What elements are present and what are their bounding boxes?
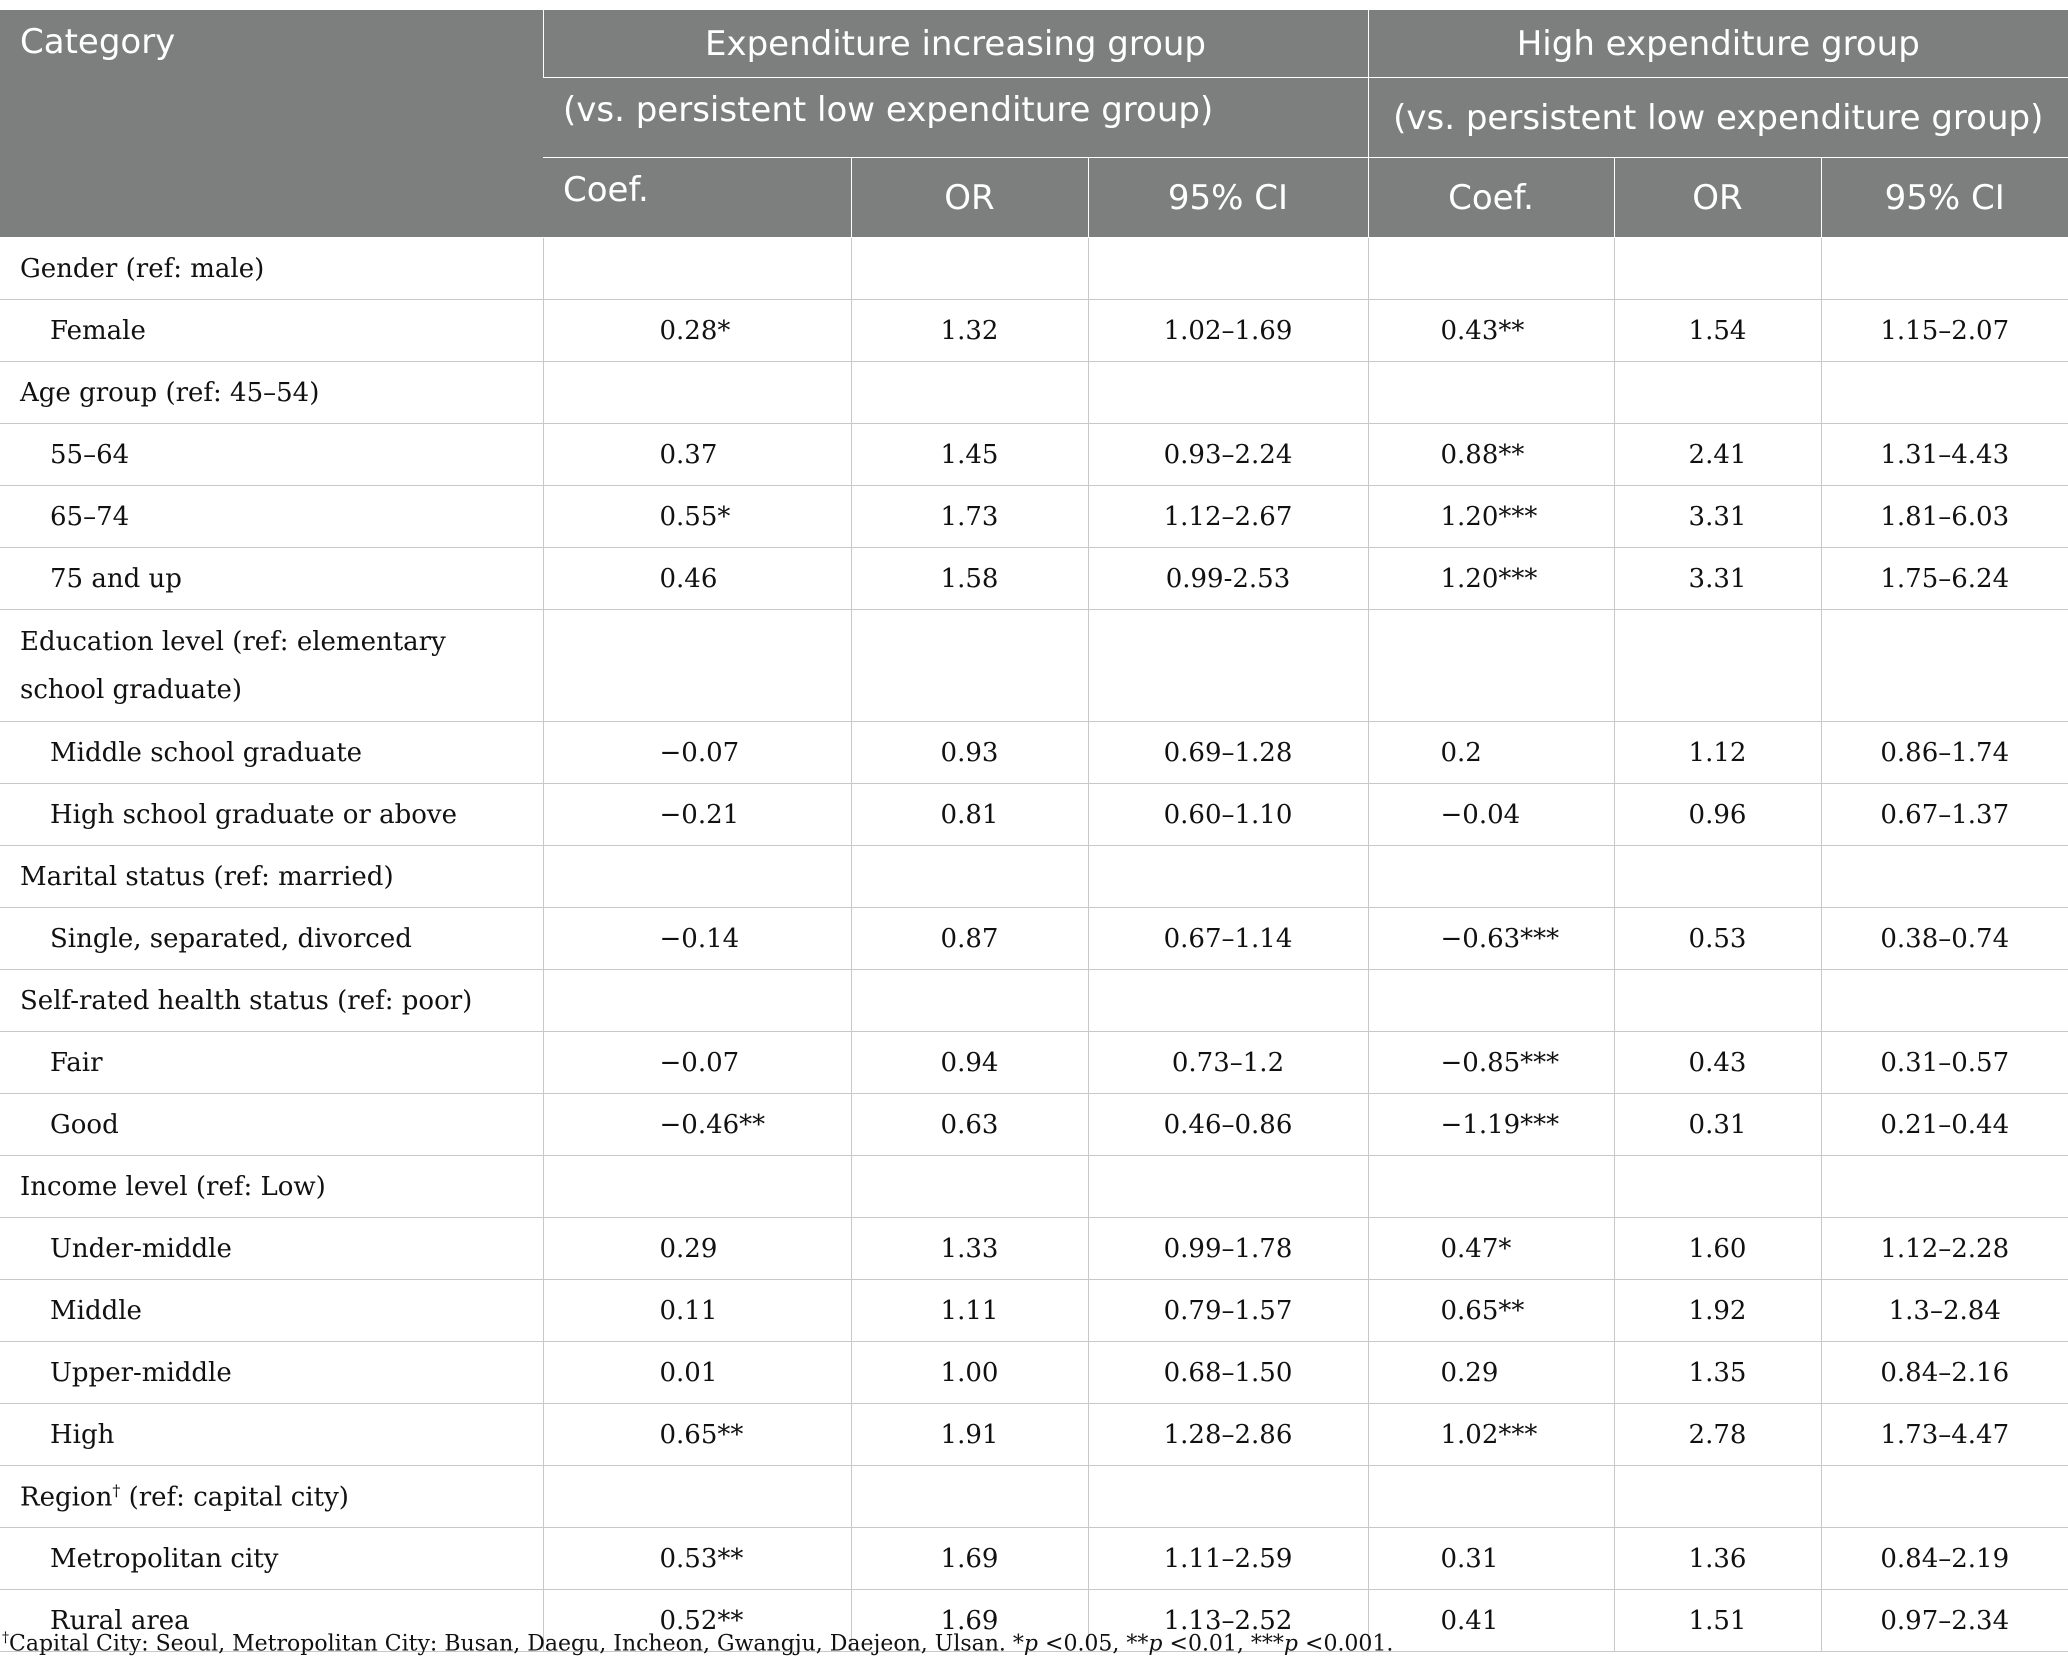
cell-coef-1: 0.46: [543, 548, 851, 610]
cell-or-1: [851, 846, 1088, 908]
cell-or-1: [851, 970, 1088, 1032]
table-row: [0, 548, 2068, 610]
cell-coef-2: −1.19***: [1368, 1094, 1614, 1156]
table-row: [0, 846, 2068, 908]
cell-or-1: 1.45: [851, 424, 1088, 486]
table-row: [0, 784, 2068, 846]
cell-coef-1: 0.01: [543, 1342, 851, 1404]
row-label: Middle: [0, 1280, 543, 1342]
cell-coef-1: −0.07: [543, 722, 851, 784]
row-label: Self-rated health status (ref: poor): [0, 970, 543, 1032]
cell-coef-1: 0.11: [543, 1280, 851, 1342]
footnote-dagger: †: [2, 1630, 9, 1646]
table-row: [0, 362, 2068, 424]
row-label: Under-middle: [0, 1218, 543, 1280]
cell-ci-2: [1821, 610, 2068, 722]
cell-ci-1: [1088, 1156, 1368, 1218]
header-coef-1: Coef.: [543, 158, 851, 238]
cell-coef-2: 1.02***: [1368, 1404, 1614, 1466]
cell-ci-2: 1.81–6.03: [1821, 486, 2068, 548]
cell-ci-1: 1.02–1.69: [1088, 300, 1368, 362]
cell-or-1: [851, 1156, 1088, 1218]
table-row: [0, 1156, 2068, 1218]
cell-coef-1: 0.29: [543, 1218, 851, 1280]
cell-coef-2: 1.20***: [1368, 548, 1614, 610]
header-group2-sub: (vs. persistent low expenditure group): [1368, 78, 2068, 158]
cell-or-2: [1614, 238, 1821, 300]
cell-ci-2: [1821, 238, 2068, 300]
cell-coef-2: 0.29: [1368, 1342, 1614, 1404]
cell-coef-1: [543, 238, 851, 300]
table-row: [0, 238, 2068, 300]
cell-ci-1: 0.99–1.78: [1088, 1218, 1368, 1280]
header-group2-title: High expenditure group: [1368, 10, 2068, 78]
cell-coef-1: [543, 970, 851, 1032]
cell-ci-2: 1.12–2.28: [1821, 1218, 2068, 1280]
cell-coef-1: [543, 362, 851, 424]
table-row: [0, 970, 2068, 1032]
footnote-p1: p: [1023, 1631, 1039, 1657]
cell-ci-1: 0.67–1.14: [1088, 908, 1368, 970]
cell-coef-1: −0.14: [543, 908, 851, 970]
table-row: [0, 722, 2068, 784]
cell-ci-2: 0.21–0.44: [1821, 1094, 2068, 1156]
row-label: Income level (ref: Low): [0, 1156, 543, 1218]
cell-coef-1: 0.65**: [543, 1404, 851, 1466]
row-label: Upper-middle: [0, 1342, 543, 1404]
row-label: Female: [0, 300, 543, 362]
table-row: [0, 1342, 2068, 1404]
cell-coef-1: [543, 1156, 851, 1218]
cell-coef-2: [1368, 362, 1614, 424]
cell-or-2: 2.78: [1614, 1404, 1821, 1466]
row-label: Middle school graduate: [0, 722, 543, 784]
row-label: Good: [0, 1094, 543, 1156]
cell-or-1: 0.87: [851, 908, 1088, 970]
cell-coef-2: 0.65**: [1368, 1280, 1614, 1342]
cell-or-2: 1.35: [1614, 1342, 1821, 1404]
cell-coef-2: [1368, 1466, 1614, 1528]
results-table-wrapper: [0, 10, 2068, 1652]
cell-or-1: 0.94: [851, 1032, 1088, 1094]
cell-ci-1: [1088, 610, 1368, 722]
cell-ci-1: [1088, 1466, 1368, 1528]
cell-ci-1: 1.12–2.67: [1088, 486, 1368, 548]
cell-ci-1: 0.60–1.10: [1088, 784, 1368, 846]
header-ci-2: 95% CI: [1821, 158, 2068, 238]
cell-or-2: 0.31: [1614, 1094, 1821, 1156]
table-row: [0, 908, 2068, 970]
table-row: [0, 1218, 2068, 1280]
row-label: 65–74: [0, 486, 543, 548]
footnote-t2: <0.01, ***: [1162, 1631, 1284, 1657]
cell-ci-1: 0.46–0.86: [1088, 1094, 1368, 1156]
header-ci-1: 95% CI: [1088, 158, 1368, 238]
cell-or-2: 1.60: [1614, 1218, 1821, 1280]
cell-or-2: 3.31: [1614, 486, 1821, 548]
cell-ci-2: 0.31–0.57: [1821, 1032, 2068, 1094]
cell-ci-1: 1.11–2.59: [1088, 1528, 1368, 1590]
cell-coef-1: [543, 846, 851, 908]
cell-ci-1: 1.13–2.52: [1088, 1590, 1368, 1652]
cell-ci-1: 0.68–1.50: [1088, 1342, 1368, 1404]
cell-ci-2: 0.84–2.19: [1821, 1528, 2068, 1590]
cell-or-2: 0.96: [1614, 784, 1821, 846]
row-label: Marital status (ref: married): [0, 846, 543, 908]
cell-ci-2: 0.38–0.74: [1821, 908, 2068, 970]
table-row: [0, 1404, 2068, 1466]
cell-or-2: [1614, 970, 1821, 1032]
cell-coef-1: [543, 610, 851, 722]
cell-or-2: 0.43: [1614, 1032, 1821, 1094]
table-row: [0, 610, 2068, 722]
table-row: [0, 1280, 2068, 1342]
header-group1-sub: (vs. persistent low expenditure group): [543, 78, 1368, 158]
cell-coef-2: 1.20***: [1368, 486, 1614, 548]
cell-coef-1: −0.07: [543, 1032, 851, 1094]
cell-ci-1: 0.73–1.2: [1088, 1032, 1368, 1094]
cell-or-2: [1614, 1466, 1821, 1528]
cell-or-2: 0.53: [1614, 908, 1821, 970]
table-row: [0, 486, 2068, 548]
cell-coef-1: 0.53**: [543, 1528, 851, 1590]
row-label: Region† (ref: capital city): [0, 1466, 543, 1528]
header-group1-title: Expenditure increasing group: [543, 10, 1368, 78]
cell-coef-2: 0.31: [1368, 1528, 1614, 1590]
cell-coef-2: −0.04: [1368, 784, 1614, 846]
regression-table: [0, 10, 2068, 1652]
cell-ci-1: [1088, 846, 1368, 908]
table-row: [0, 1466, 2068, 1528]
cell-ci-2: [1821, 846, 2068, 908]
cell-or-2: [1614, 610, 1821, 722]
cell-or-2: 1.36: [1614, 1528, 1821, 1590]
cell-or-1: 1.58: [851, 548, 1088, 610]
row-label: Rural area: [0, 1590, 543, 1652]
cell-or-1: [851, 610, 1088, 722]
header-or-2: OR: [1614, 158, 1821, 238]
cell-or-2: 1.54: [1614, 300, 1821, 362]
cell-or-1: 0.81: [851, 784, 1088, 846]
cell-or-2: 2.41: [1614, 424, 1821, 486]
cell-or-1: 1.91: [851, 1404, 1088, 1466]
cell-or-1: 1.69: [851, 1590, 1088, 1652]
cell-or-1: [851, 362, 1088, 424]
cell-or-1: [851, 238, 1088, 300]
table-row: [0, 1094, 2068, 1156]
cell-coef-2: −0.63***: [1368, 908, 1614, 970]
row-label: 75 and up: [0, 548, 543, 610]
row-label: High school graduate or above: [0, 784, 543, 846]
cell-coef-1: 0.28*: [543, 300, 851, 362]
cell-or-1: 0.63: [851, 1094, 1088, 1156]
cell-coef-2: 0.88**: [1368, 424, 1614, 486]
footnote-t1: <0.05, **: [1038, 1631, 1149, 1657]
cell-ci-1: 0.93–2.24: [1088, 424, 1368, 486]
cell-ci-2: 0.97–2.34: [1821, 1590, 2068, 1652]
cell-ci-2: 1.73–4.47: [1821, 1404, 2068, 1466]
row-label: Education level (ref: elementary school graduate): [0, 610, 543, 722]
cell-or-1: 1.32: [851, 300, 1088, 362]
cell-or-2: 1.51: [1614, 1590, 1821, 1652]
table-footnote: [0, 1630, 1393, 1656]
header-category: Category: [0, 10, 543, 238]
cell-ci-2: 0.86–1.74: [1821, 722, 2068, 784]
cell-or-1: 1.69: [851, 1528, 1088, 1590]
cell-coef-2: [1368, 238, 1614, 300]
footnote-p2: p: [1148, 1631, 1163, 1657]
cell-coef-1: 0.52**: [543, 1590, 851, 1652]
cell-coef-1: 0.55*: [543, 486, 851, 548]
cell-coef-2: [1368, 846, 1614, 908]
cell-coef-2: 0.41: [1368, 1590, 1614, 1652]
table-row: [0, 1528, 2068, 1590]
row-label: Gender (ref: male): [0, 238, 543, 300]
cell-or-2: 1.12: [1614, 722, 1821, 784]
cell-ci-2: 0.67–1.37: [1821, 784, 2068, 846]
cell-or-1: 1.73: [851, 486, 1088, 548]
table-row: [0, 1032, 2068, 1094]
cell-or-2: [1614, 362, 1821, 424]
cell-ci-2: [1821, 362, 2068, 424]
cell-coef-2: 0.43**: [1368, 300, 1614, 362]
row-label: Metropolitan city: [0, 1528, 543, 1590]
cell-ci-1: 0.79–1.57: [1088, 1280, 1368, 1342]
row-label: High: [0, 1404, 543, 1466]
cell-ci-1: 1.28–2.86: [1088, 1404, 1368, 1466]
cell-or-1: 1.00: [851, 1342, 1088, 1404]
cell-coef-2: −0.85***: [1368, 1032, 1614, 1094]
table-row: [0, 300, 2068, 362]
cell-ci-2: [1821, 1466, 2068, 1528]
cell-ci-1: 0.99-2.53: [1088, 548, 1368, 610]
cell-ci-1: 0.69–1.28: [1088, 722, 1368, 784]
cell-coef-2: 0.2: [1368, 722, 1614, 784]
cell-coef-2: [1368, 970, 1614, 1032]
cell-ci-2: [1821, 1156, 2068, 1218]
cell-or-1: [851, 1466, 1088, 1528]
cell-ci-1: [1088, 970, 1368, 1032]
cell-ci-2: 1.3–2.84: [1821, 1280, 2068, 1342]
header-or-1: OR: [851, 158, 1088, 238]
table-body: [0, 238, 2068, 1652]
cell-coef-2: [1368, 1156, 1614, 1218]
row-label: 55–64: [0, 424, 543, 486]
footnote-text: Capital City: Seoul, Metropolitan City: Busan, Daegu, Incheon, Gwangju, Daejeon, Ulsan. *: [9, 1631, 1024, 1657]
cell-coef-1: [543, 1466, 851, 1528]
cell-ci-2: 1.75–6.24: [1821, 548, 2068, 610]
cell-or-2: [1614, 1156, 1821, 1218]
cell-coef-1: −0.21: [543, 784, 851, 846]
cell-or-2: 3.31: [1614, 548, 1821, 610]
cell-or-2: [1614, 846, 1821, 908]
cell-ci-2: [1821, 970, 2068, 1032]
cell-ci-2: 0.84–2.16: [1821, 1342, 2068, 1404]
cell-coef-1: −0.46**: [543, 1094, 851, 1156]
cell-or-1: 1.33: [851, 1218, 1088, 1280]
cell-or-2: 1.92: [1614, 1280, 1821, 1342]
row-label: Single, separated, divorced: [0, 908, 543, 970]
footnote-t3: <0.001.: [1298, 1631, 1394, 1657]
cell-ci-2: 1.15–2.07: [1821, 300, 2068, 362]
cell-ci-2: 1.31–4.43: [1821, 424, 2068, 486]
cell-or-1: 0.93: [851, 722, 1088, 784]
cell-or-1: 1.11: [851, 1280, 1088, 1342]
row-label: Age group (ref: 45–54): [0, 362, 543, 424]
row-label: Fair: [0, 1032, 543, 1094]
table-row: [0, 424, 2068, 486]
header-coef-2: Coef.: [1368, 158, 1614, 238]
cell-coef-1: 0.37: [543, 424, 851, 486]
cell-ci-1: [1088, 238, 1368, 300]
cell-coef-2: [1368, 610, 1614, 722]
footnote-p3: p: [1283, 1631, 1299, 1657]
cell-ci-1: [1088, 362, 1368, 424]
cell-coef-2: 0.47*: [1368, 1218, 1614, 1280]
